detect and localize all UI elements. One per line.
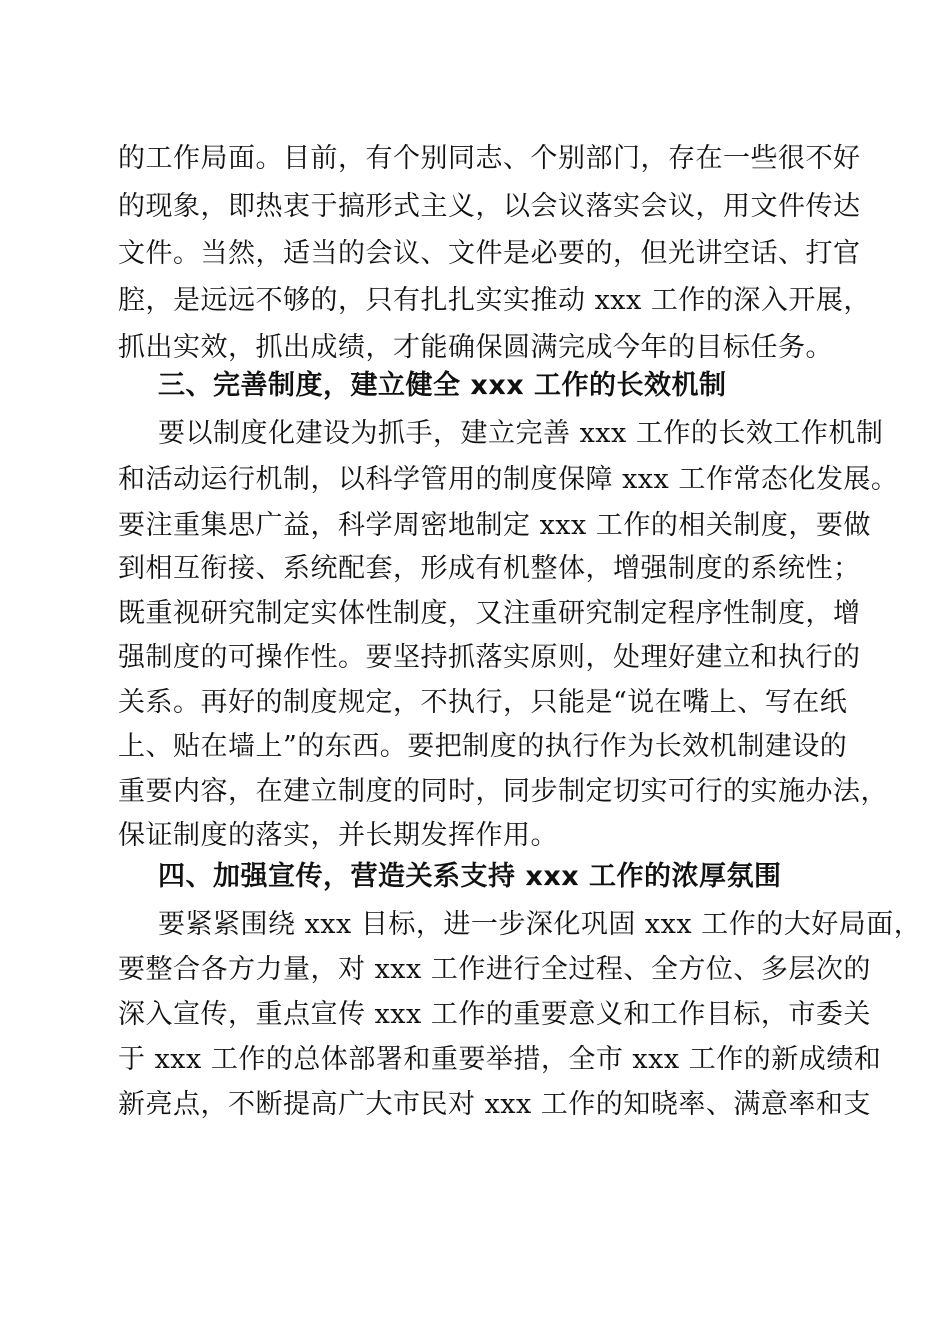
paragraph-line: 重要内容，在建立制度的同时，同步制定切实可行的实施办法，	[118, 776, 888, 807]
paragraph-line: 上、贴在墙上”的东西。要把制度的执行作为长效机制建设的	[118, 731, 848, 762]
paragraph-line: 强制度的可操作性。要坚持抓落实原则，处理好建立和执行的	[118, 642, 861, 673]
paragraph-line: 既重视研究制定实体性制度，又注重研究制定程序性制度，增	[118, 598, 861, 629]
paragraph-line: 到相互衔接、系统配套，形成有机整体，增强制度的系统性；	[118, 553, 861, 584]
paragraph-line: 要注重集思广益，科学周密地制定 xxx 工作的相关制度，要做	[118, 510, 871, 541]
section-heading-4: 四、加强宣传，营造关系支持 xxx 工作的浓厚氛围	[158, 861, 782, 892]
paragraph-line: 的工作局面。目前，有个别同志、个别部门，存在一些很不好	[118, 143, 861, 174]
paragraph-line: 于 xxx 工作的总体部署和重要举措，全市 xxx 工作的新成绩和	[118, 1044, 882, 1075]
section-heading-3: 三、完善制度，建立健全 xxx 工作的长效机制	[158, 370, 727, 401]
paragraph-line: 腔，是远远不够的，只有扎扎实实推动 xxx 工作的深入开展，	[118, 285, 871, 316]
paragraph-line: 要紧紧围绕 xxx 目标，进一步深化巩固 xxx 工作的大好局面，	[158, 909, 922, 940]
paragraph-line: 关系。再好的制度规定，不执行，只能是“说在嘴上、写在纸	[118, 687, 848, 718]
paragraph-line: 和活动运行机制，以科学管用的制度保障 xxx 工作常态化发展。	[118, 464, 899, 495]
paragraph-line: 抓出实效，抓出成绩，才能确保圆满完成今年的目标任务。	[118, 332, 833, 363]
paragraph-line: 深入宣传，重点宣传 xxx 工作的重要意义和工作目标，市委关	[118, 999, 871, 1030]
paragraph-line: 要以制度化建设为抓手，建立完善 xxx 工作的长效工作机制	[158, 418, 884, 449]
paragraph-line: 文件。当然，适当的会议、文件是必要的，但光讲空话、打官	[118, 238, 861, 269]
paragraph-line: 保证制度的落实，并长期发挥作用。	[118, 820, 558, 851]
paragraph-line: 的现象，即热衷于搞形式主义，以会议落实会议，用文件传达	[118, 191, 861, 222]
paragraph-line: 要整合各方力量，对 xxx 工作进行全过程、全方位、多层次的	[118, 954, 871, 985]
paragraph-line: 新亮点，不断提高广大市民对 xxx 工作的知晓率、满意率和支	[118, 1089, 871, 1120]
